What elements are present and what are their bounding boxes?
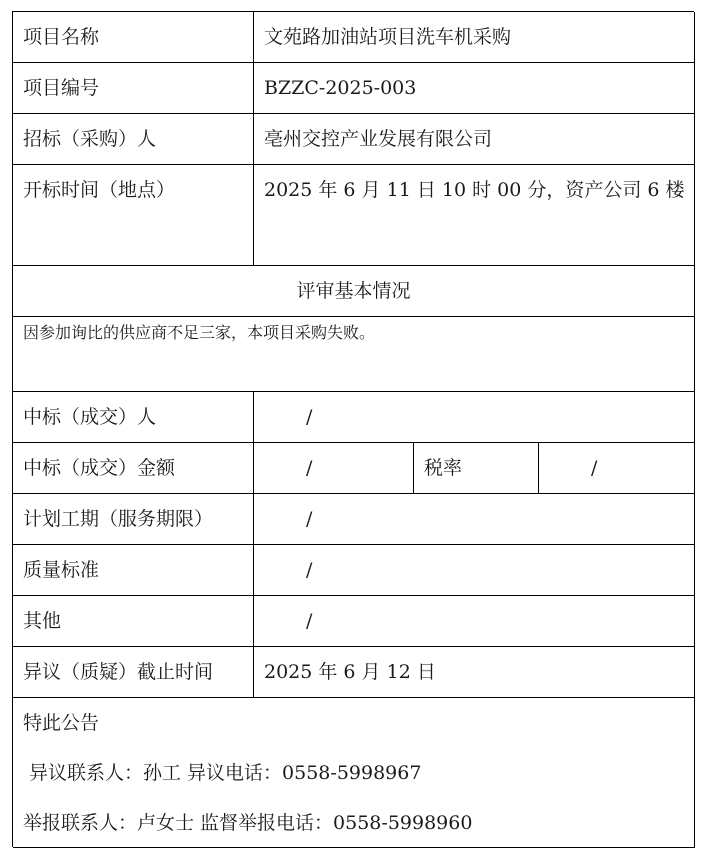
objection-contact: 异议联系人：孙工 异议电话：0558-5998967	[29, 762, 422, 784]
opening-time-value: 2025 年 6 月 11 日 10 时 00 分，资产公司 6 楼	[254, 165, 695, 266]
other-label: 其他	[13, 596, 254, 647]
quality-label: 质量标准	[13, 545, 254, 596]
period-value: /	[254, 494, 695, 545]
notice-footer	[13, 698, 695, 848]
buyer-label: 招标（采购）人	[13, 114, 254, 165]
other-value: /	[254, 596, 695, 647]
quality-value: /	[254, 545, 695, 596]
objection-deadline-value: 2025 年 6 月 12 日	[254, 647, 695, 698]
winner-value: /	[254, 392, 695, 443]
notice-text: 特此公告	[23, 712, 100, 734]
opening-time-label: 开标时间（地点）	[13, 165, 254, 266]
report-contact: 举报联系人：卢女士 监督举报电话：0558-5998960	[23, 812, 473, 834]
buyer-value: 亳州交控产业发展有限公司	[254, 114, 695, 165]
tax-rate-value: /	[539, 443, 695, 494]
amount-value: /	[254, 443, 414, 494]
winner-label: 中标（成交）人	[13, 392, 254, 443]
period-label: 计划工期（服务期限）	[13, 494, 254, 545]
amount-label: 中标（成交）金额	[13, 443, 254, 494]
objection-deadline-label: 异议（质疑）截止时间	[13, 647, 254, 698]
project-name-value: 文苑路加油站项目洗车机采购	[254, 12, 695, 63]
review-heading: 评审基本情况	[13, 266, 695, 317]
tax-rate-label: 税率	[414, 443, 539, 494]
project-number-label: 项目编号	[13, 63, 254, 114]
announcement-table	[12, 11, 694, 847]
project-number-value: BZZC-2025-003	[254, 63, 695, 114]
review-content: 因参加询比的供应商不足三家，本项目采购失败。	[13, 317, 695, 392]
project-name-label: 项目名称	[13, 12, 254, 63]
